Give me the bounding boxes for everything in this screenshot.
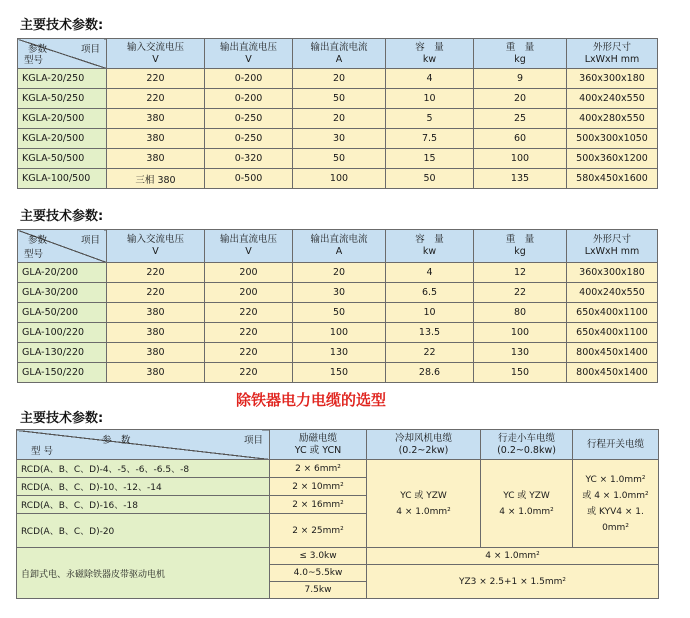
table-row [18, 363, 658, 383]
table-cell: 20 [293, 109, 386, 129]
spec-table-gla [17, 229, 658, 383]
table-cell: 380 [107, 343, 205, 363]
table-cell: 28.6 [386, 363, 474, 383]
table-row [18, 149, 658, 169]
cable-selection-title: 除铁器电力电缆的选型 [236, 391, 387, 409]
motor-label-cell: 自卸式电、永磁除铁器皮带驱动电机 [17, 548, 270, 599]
corner-cell [18, 39, 107, 69]
excitation-cable-cell: 2 × 25mm² [270, 514, 367, 548]
corner-cell [17, 430, 270, 460]
table-cell: 200 [205, 263, 293, 283]
corner-bottom-label: 型号 [24, 55, 44, 66]
model-cell: KGLA-20/500 [18, 109, 107, 129]
table-cell: 30 [293, 129, 386, 149]
table-row [18, 129, 658, 149]
table-cell: 0-250 [205, 109, 293, 129]
table-cell: 10 [386, 303, 474, 323]
model-cell: KGLA-20/250 [18, 69, 107, 89]
switch-cable-cell: YC × 1.0mm² 或 4 × 1.0mm² 或 KYV4 × 1. 0mm² [573, 460, 659, 548]
model-cell: KGLA-50/500 [18, 149, 107, 169]
header-cell: 输出直流电流 A [293, 39, 386, 69]
table-row [18, 283, 658, 303]
header-cell: 容 量 kw [386, 230, 474, 263]
header-cell: 冷却风机电缆 (0.2~2kw) [367, 430, 481, 460]
header-cell: 励磁电缆 YC 或 YCN [270, 430, 367, 460]
table-row [18, 109, 658, 129]
model-cell: RCD(A、B、C、D)-20 [17, 514, 270, 548]
table-cell: 400x240x550 [567, 283, 658, 303]
spec-table-kgla [17, 38, 658, 189]
table-cell: 20 [293, 263, 386, 283]
table-cell: 130 [474, 343, 567, 363]
excitation-cable-cell: 2 × 10mm² [270, 478, 367, 496]
table-cell: 360x300x180 [567, 263, 658, 283]
table-cell: 380 [107, 109, 205, 129]
table-cell: 400x280x550 [567, 109, 658, 129]
table-cell: 0-200 [205, 89, 293, 109]
table-cell: 220 [205, 363, 293, 383]
corner-bottom-label: 型号 [24, 249, 44, 260]
table-cell: 22 [474, 283, 567, 303]
table-cell: 20 [293, 69, 386, 89]
table-cell: 500x300x1050 [567, 129, 658, 149]
table-cell: 4 [386, 69, 474, 89]
motor-power-cell: 4.0~5.5kw [270, 565, 367, 582]
table-cell: 100 [474, 149, 567, 169]
table-cell: 380 [107, 363, 205, 383]
header-cell: 重 量 kg [474, 39, 567, 69]
model-cell: KGLA-100/500 [18, 169, 107, 189]
corner-middle-label: 参数 [28, 235, 48, 246]
motor-power-cell: ≤ 3.0kw [270, 548, 367, 565]
table-cell: 100 [293, 169, 386, 189]
table-cell: 100 [293, 323, 386, 343]
corner-middle-label: 参数 [28, 44, 48, 55]
model-cell: GLA-100/220 [18, 323, 107, 343]
model-cell: GLA-150/220 [18, 363, 107, 383]
table-cell: 15 [386, 149, 474, 169]
header-cell: 容 量 kw [386, 39, 474, 69]
table-cell: 220 [205, 343, 293, 363]
header-cell: 外形尺寸 LxWxH mm [567, 230, 658, 263]
corner-top-label: 项目 [80, 44, 100, 55]
table-cell: 380 [107, 323, 205, 343]
table-cell: 130 [293, 343, 386, 363]
table-cell: 50 [293, 149, 386, 169]
table-row [18, 323, 658, 343]
model-cell: RCD(A、B、C、D)-16、-18 [17, 496, 270, 514]
table-cell: 800x450x1400 [567, 343, 658, 363]
corner-top-label: 项目 [80, 235, 100, 246]
table-cell: 135 [474, 169, 567, 189]
table-cell: 220 [205, 323, 293, 343]
table-row [18, 89, 658, 109]
table-cell: 360x300x180 [567, 69, 658, 89]
header-cell: 输出直流电压 V [205, 230, 293, 263]
table-cell: 650x400x1100 [567, 303, 658, 323]
table-cell: 0-500 [205, 169, 293, 189]
table-cell: 50 [293, 303, 386, 323]
table-cell: 25 [474, 109, 567, 129]
table-cell: 100 [474, 323, 567, 343]
model-cell: GLA-50/200 [18, 303, 107, 323]
table-cell: 380 [107, 129, 205, 149]
table-cell: 4 [386, 263, 474, 283]
table-cell: 12 [474, 263, 567, 283]
table-cell: 13.5 [386, 323, 474, 343]
model-cell: RCD(A、B、C、D)-4、-5、-6、-6.5、-8 [17, 460, 270, 478]
header-cell: 输入交流电压 V [107, 39, 205, 69]
header-cell: 重 量 kg [474, 230, 567, 263]
fan-cable-cell: YC 或 YZW 4 × 1.0mm² [367, 460, 481, 548]
table-cell: 80 [474, 303, 567, 323]
table-cell: 22 [386, 343, 474, 363]
table-cell: 220 [107, 283, 205, 303]
table-cell: 220 [107, 69, 205, 89]
excitation-cable-cell: 2 × 6mm² [270, 460, 367, 478]
cable-spec-table [16, 429, 659, 599]
table-header-row [18, 230, 658, 263]
table-cell: 400x240x550 [567, 89, 658, 109]
table-cell: 9 [474, 69, 567, 89]
motor-cable-cell: 4 × 1.0mm² [367, 548, 659, 565]
header-cell: 外形尺寸 LxWxH mm [567, 39, 658, 69]
table-cell: 5 [386, 109, 474, 129]
table-cell: 0-320 [205, 149, 293, 169]
table-cell: 0-200 [205, 69, 293, 89]
table-cell: 380 [107, 303, 205, 323]
trolley-cable-cell: YC 或 YZW 4 × 1.0mm² [481, 460, 573, 548]
table-cell: 580x450x1600 [567, 169, 658, 189]
table-header-row [18, 39, 658, 69]
table-cell: 10 [386, 89, 474, 109]
table-cell: 150 [293, 363, 386, 383]
table-row [17, 548, 659, 565]
table-cell: 800x450x1400 [567, 363, 658, 383]
table-row [18, 263, 658, 283]
section2-heading: 主要技术参数: [20, 209, 104, 224]
model-cell: GLA-130/220 [18, 343, 107, 363]
table-cell: 50 [293, 89, 386, 109]
table-cell: 200 [205, 283, 293, 303]
table-row [18, 69, 658, 89]
table-cell: 220 [107, 263, 205, 283]
table-header-row [17, 430, 659, 460]
table-row [18, 169, 658, 189]
model-cell: KGLA-20/500 [18, 129, 107, 149]
motor-power-cell: 7.5kw [270, 582, 367, 599]
table-cell: 380 [107, 149, 205, 169]
table-cell: 220 [107, 89, 205, 109]
corner-bottom-label: 型 号 [31, 446, 54, 457]
table-cell: 7.5 [386, 129, 474, 149]
table-cell: 220 [205, 303, 293, 323]
header-cell: 输入交流电压 V [107, 230, 205, 263]
model-cell: RCD(A、B、C、D)-10、-12、-14 [17, 478, 270, 496]
table-cell: 60 [474, 129, 567, 149]
table-row [17, 460, 659, 478]
corner-top-label: 参 数 [102, 435, 131, 446]
table-cell: 0-250 [205, 129, 293, 149]
model-cell: GLA-30/200 [18, 283, 107, 303]
model-cell: GLA-20/200 [18, 263, 107, 283]
table-cell: 650x400x1100 [567, 323, 658, 343]
corner-cell [18, 230, 107, 263]
table-row [18, 343, 658, 363]
table-cell: 6.5 [386, 283, 474, 303]
table-cell: 20 [474, 89, 567, 109]
table-row [18, 303, 658, 323]
table-cell: 500x360x1200 [567, 149, 658, 169]
header-cell: 输出直流电压 V [205, 39, 293, 69]
table-cell: 三相 380 [107, 169, 205, 189]
excitation-cable-cell: 2 × 16mm² [270, 496, 367, 514]
corner-right-label: 项目 [243, 435, 263, 446]
section1-heading: 主要技术参数: [20, 18, 104, 33]
table-cell: 30 [293, 283, 386, 303]
table-cell: 150 [474, 363, 567, 383]
table-cell: 50 [386, 169, 474, 189]
header-cell: 行走小车电缆 (0.2~0.8kw) [481, 430, 573, 460]
header-cell: 输出直流电流 A [293, 230, 386, 263]
model-cell: KGLA-50/250 [18, 89, 107, 109]
header-cell: 行程开关电缆 [573, 430, 659, 460]
motor-cable-cell: YZ3 × 2.5+1 × 1.5mm² [367, 565, 659, 599]
section3-heading: 主要技术参数: [20, 411, 104, 426]
